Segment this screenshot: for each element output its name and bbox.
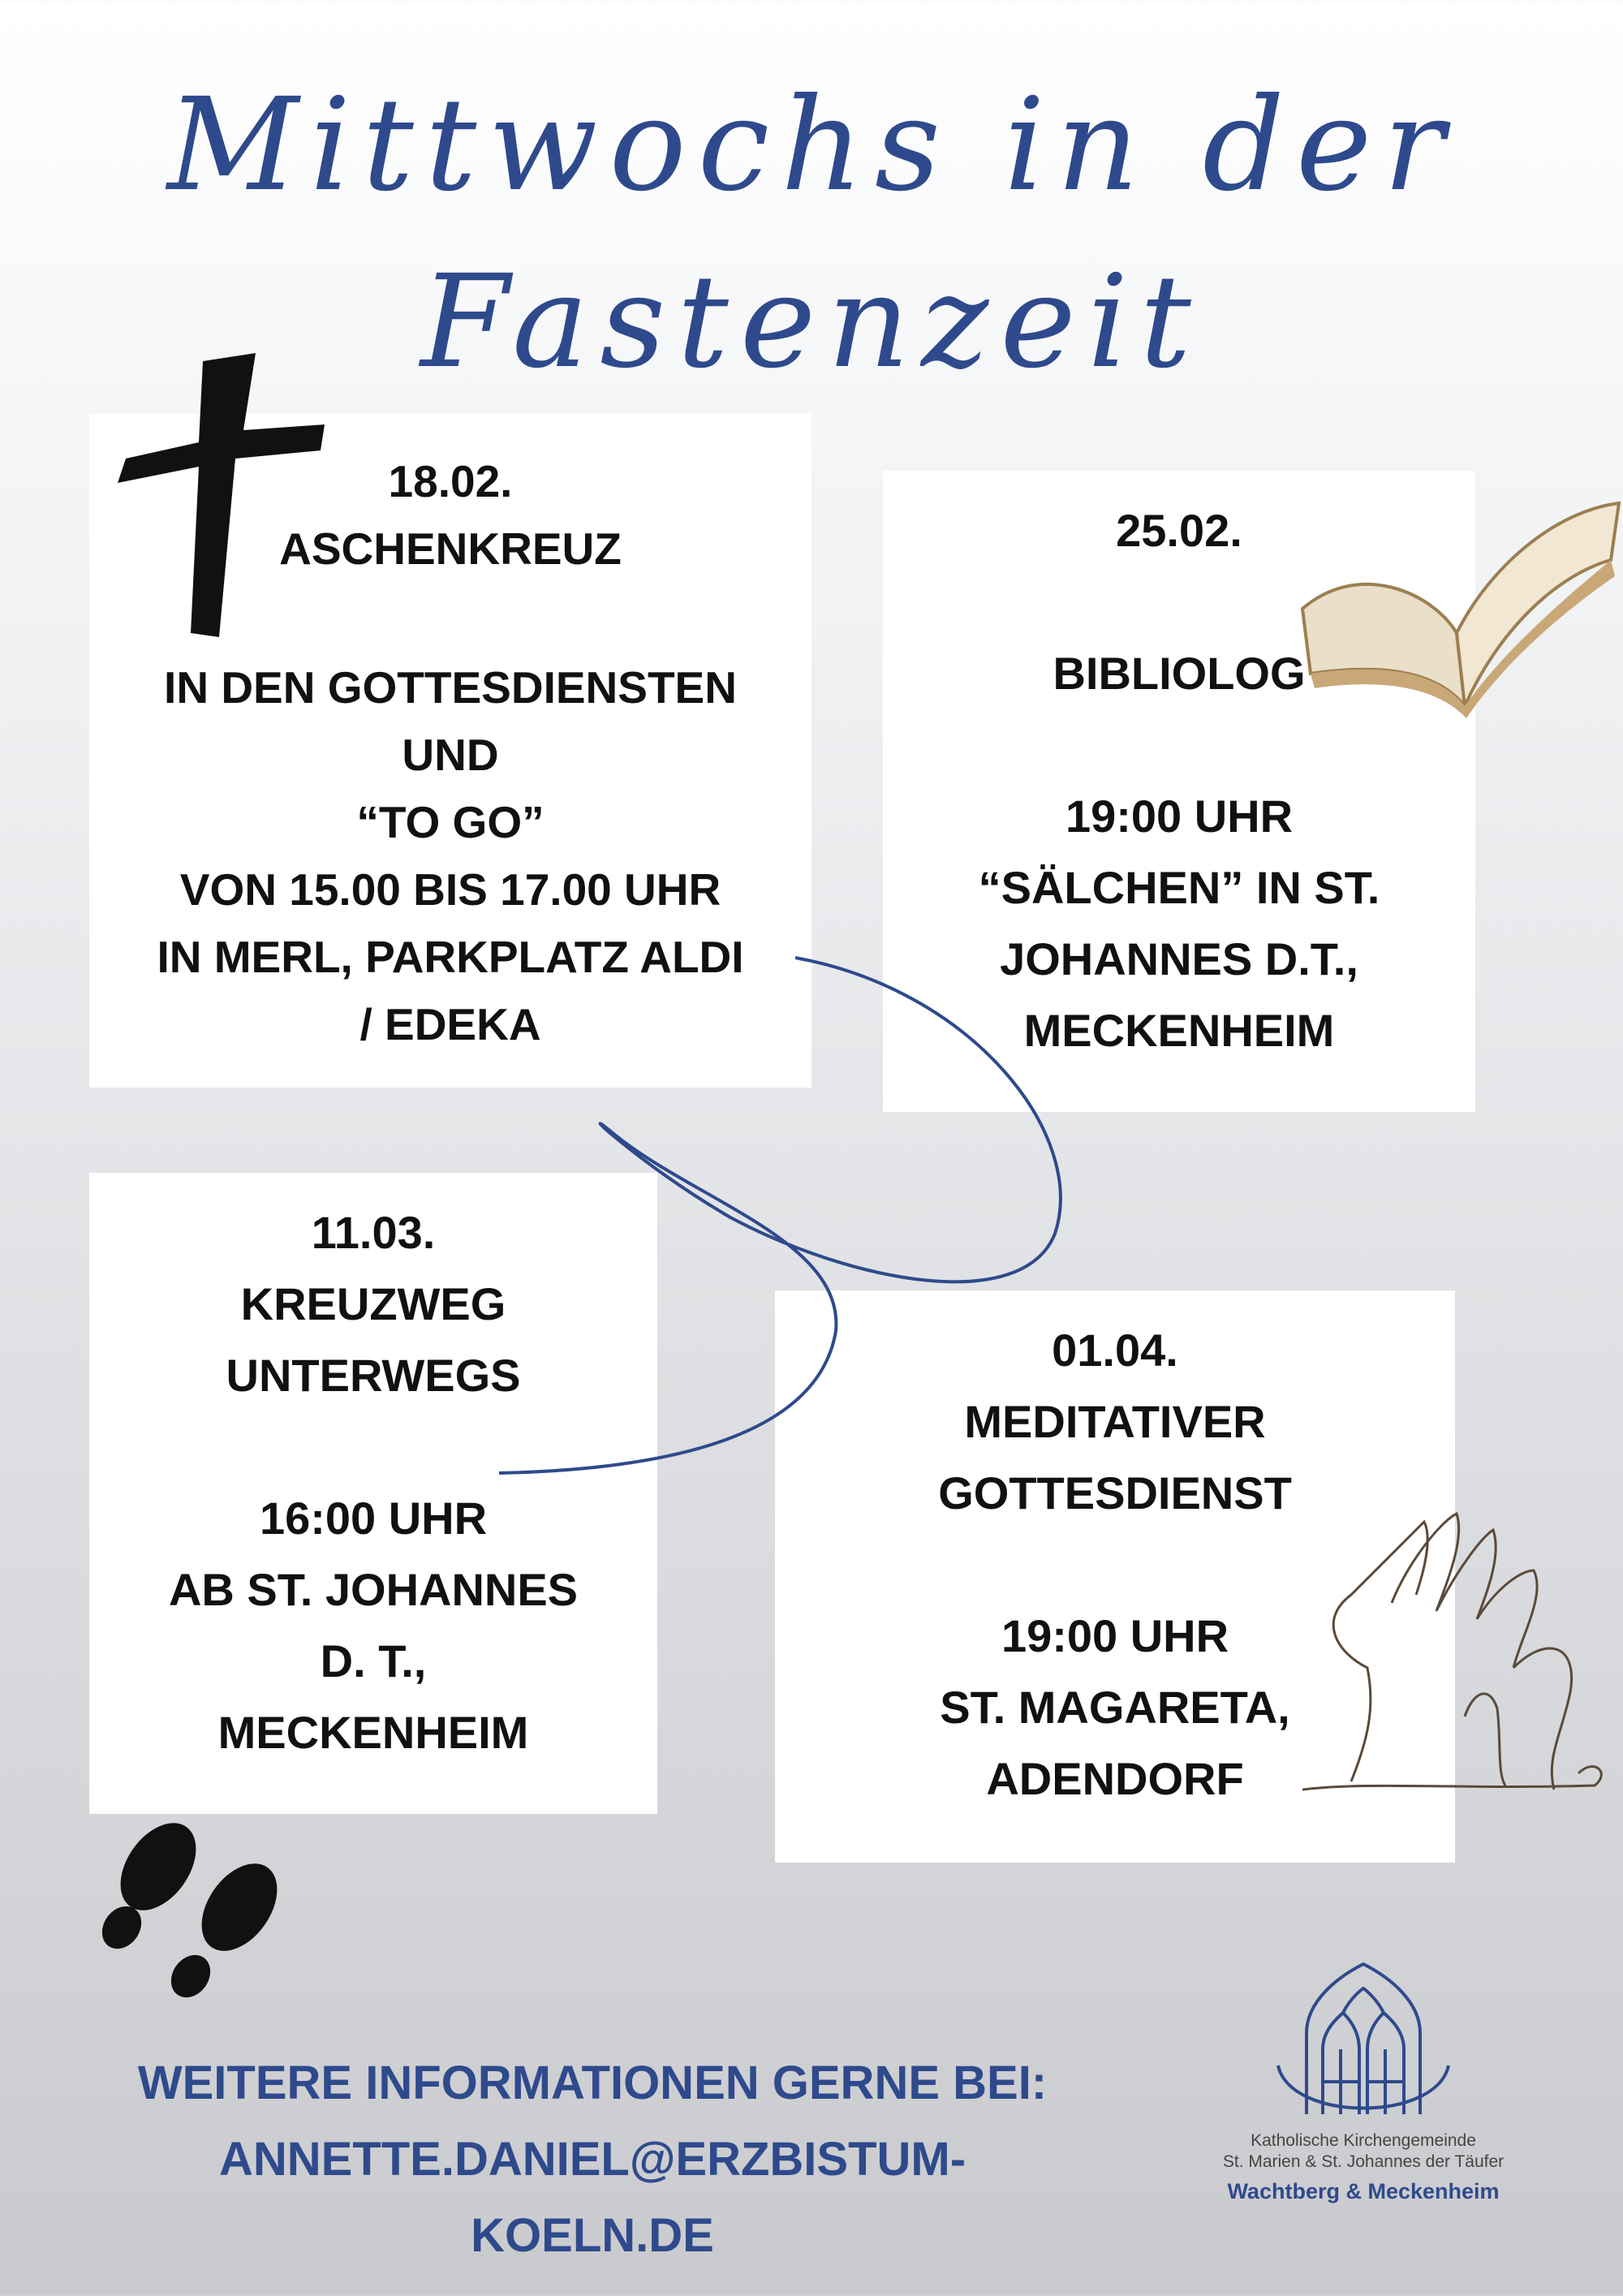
- event-detail: 19:00 UHR: [1065, 790, 1294, 842]
- event-detail: D. T.,: [320, 1635, 427, 1686]
- contact-info: [65, 2045, 1120, 2274]
- event-detail: VON 15.00 BIS 17.00 UHR: [179, 864, 721, 915]
- event-detail: 19:00 UHR: [1001, 1610, 1229, 1661]
- praying-hands-icon: [1302, 1506, 1611, 1806]
- church-window-icon: [1274, 1960, 1453, 2122]
- event-name: ASCHENKREUZ: [279, 523, 622, 574]
- contact-email-cont[interactable]: KOELN.DE: [471, 2209, 714, 2262]
- parish-logo-text: [1169, 2130, 1558, 2202]
- page-title-line-2: Fastenzeit: [420, 248, 1203, 397]
- contact-label: WEITERE INFORMATIONEN GERNE BEI:: [137, 2057, 1048, 2109]
- footprints-icon: [101, 1790, 296, 2009]
- event-detail: “TO GO”: [356, 797, 545, 847]
- event-name: BIBLIOLOG: [1053, 648, 1306, 699]
- cross-icon: [114, 353, 333, 645]
- event-date: 11.03.: [311, 1207, 436, 1258]
- event-detail: ST. MAGARETA,: [940, 1682, 1290, 1733]
- event-detail: “SÄLCHEN” IN ST.: [978, 862, 1380, 913]
- event-name: MEDITATIVER: [964, 1396, 1266, 1447]
- event-date: 25.02.: [1116, 505, 1242, 556]
- event-name: UNTERWEGS: [226, 1350, 521, 1401]
- event-detail: / EDEKA: [359, 999, 541, 1049]
- event-detail: IN MERL, PARKPLATZ ALDI: [157, 932, 744, 982]
- event-name: KREUZWEG: [240, 1278, 506, 1329]
- event-date: 01.04.: [1052, 1325, 1178, 1376]
- event-detail: UND: [402, 730, 499, 780]
- event-detail: MECKENHEIM: [217, 1707, 529, 1758]
- event-date: 18.02.: [388, 456, 513, 506]
- parish-line-3: Wachtberg & Meckenheim: [1227, 2179, 1500, 2203]
- event-detail: 16:00 UHR: [259, 1493, 488, 1544]
- book-icon: [1294, 471, 1623, 722]
- event-detail: MECKENHEIM: [1023, 1005, 1335, 1056]
- page-title-line-1: Mittwochs in der: [167, 71, 1456, 220]
- event-detail: AB ST. JOHANNES: [168, 1564, 579, 1615]
- event-detail: JOHANNES D.T.,: [1000, 933, 1358, 984]
- event-name: GOTTESDIENST: [938, 1467, 1292, 1518]
- event-detail: IN DEN GOTTESDIENSTEN: [164, 662, 737, 713]
- parish-line-2: St. Marien & St. Johannes der Täufer: [1222, 2152, 1505, 2171]
- parish-line-1: Katholische Kirchengemeinde: [1251, 2131, 1476, 2150]
- event-detail: ADENDORF: [986, 1753, 1244, 1804]
- contact-email[interactable]: ANNETTE.DANIEL@ERZBISTUM-: [218, 2133, 966, 2186]
